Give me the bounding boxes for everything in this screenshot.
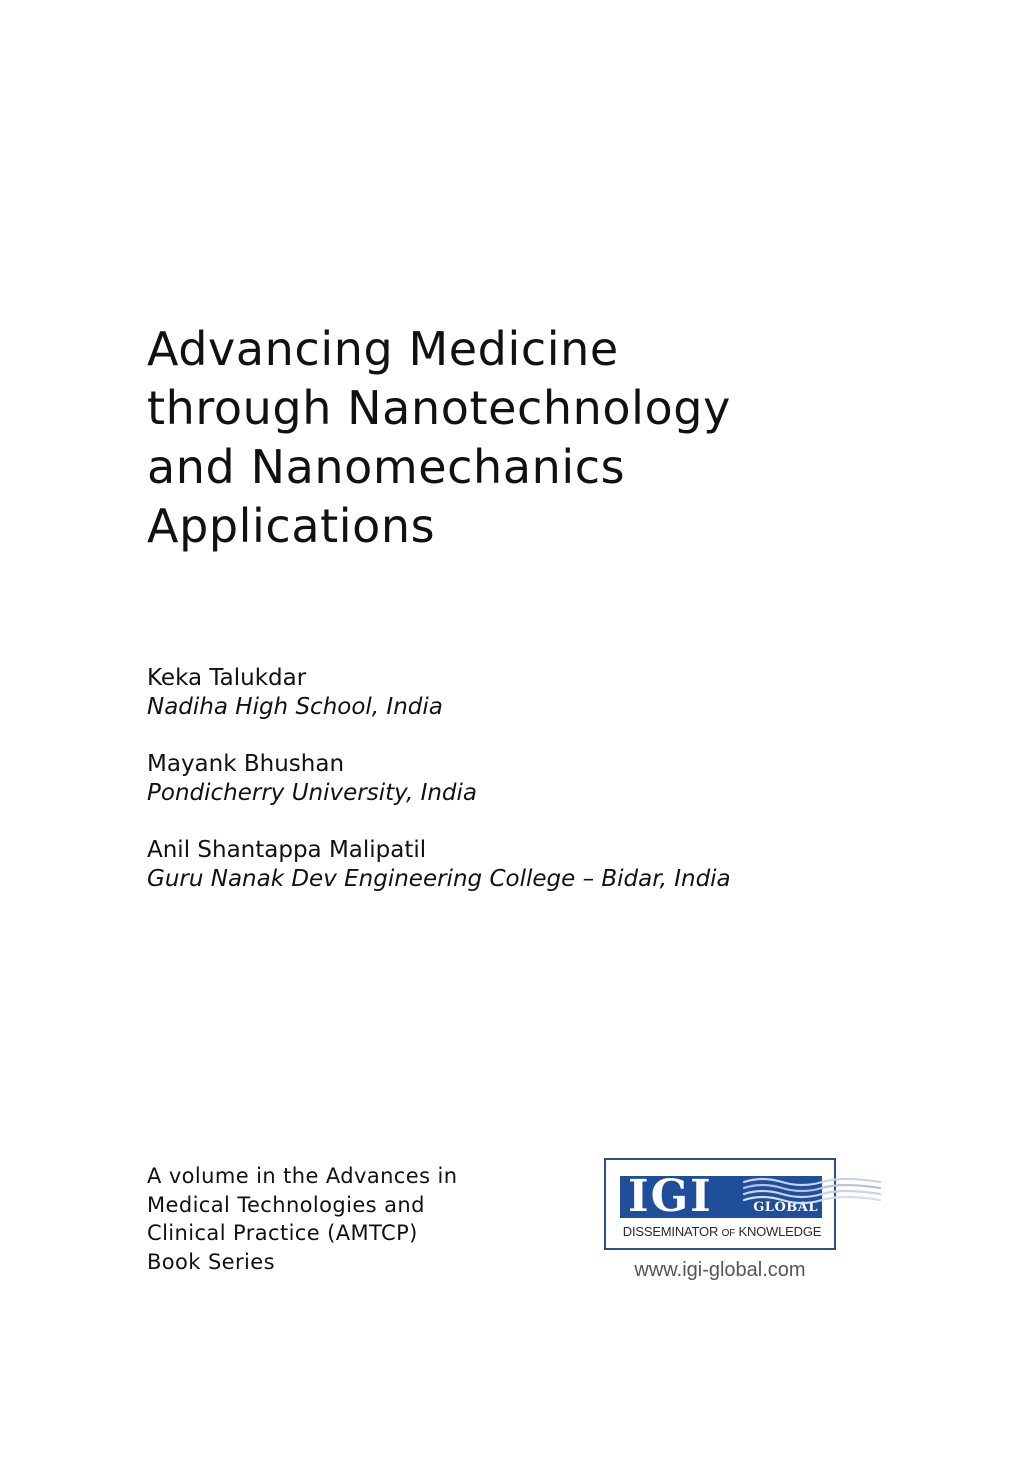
book-title xyxy=(147,320,907,556)
author-affiliation: Guru Nanak Dev Engineering College – Bidar, India xyxy=(147,866,731,892)
logo-global: GLOBAL xyxy=(753,1200,818,1215)
author-entry xyxy=(147,664,907,722)
series-line: A volume in the Advances in xyxy=(147,1164,458,1188)
author-affiliation: Pondicherry University, India xyxy=(147,780,478,806)
tagline-part: KNOWLEDGE xyxy=(738,1224,822,1239)
logo-waves-icon xyxy=(742,1172,882,1212)
author-entry xyxy=(147,836,907,894)
author-affiliation: Nadiha High School, India xyxy=(147,694,443,720)
book-title-line: Applications xyxy=(147,499,436,553)
logo-tagline xyxy=(620,1224,824,1242)
publisher-logo xyxy=(604,1158,836,1250)
book-title-line: and Nanomechanics xyxy=(147,440,626,494)
author-name: Keka Talukdar xyxy=(147,665,307,691)
book-series-note xyxy=(147,1162,547,1276)
author-list xyxy=(147,664,907,922)
author-name: Mayank Bhushan xyxy=(147,751,345,777)
tagline-part: DISSEMINATOR xyxy=(622,1224,719,1239)
tagline-part: OF xyxy=(721,1228,736,1239)
series-line: Clinical Practice (AMTCP) xyxy=(147,1221,418,1245)
series-line: Book Series xyxy=(147,1249,275,1274)
author-name: Anil Shantappa Malipatil xyxy=(147,837,427,863)
book-title-line: through Nanotechnology xyxy=(147,381,731,435)
author-entry xyxy=(147,750,907,808)
book-title-line: Advancing Medicine xyxy=(147,322,619,376)
series-line: Medical Technologies and xyxy=(147,1192,425,1217)
publisher-url: www.igi-global.com xyxy=(634,1259,806,1281)
logo-mark: IGI xyxy=(628,1171,713,1222)
